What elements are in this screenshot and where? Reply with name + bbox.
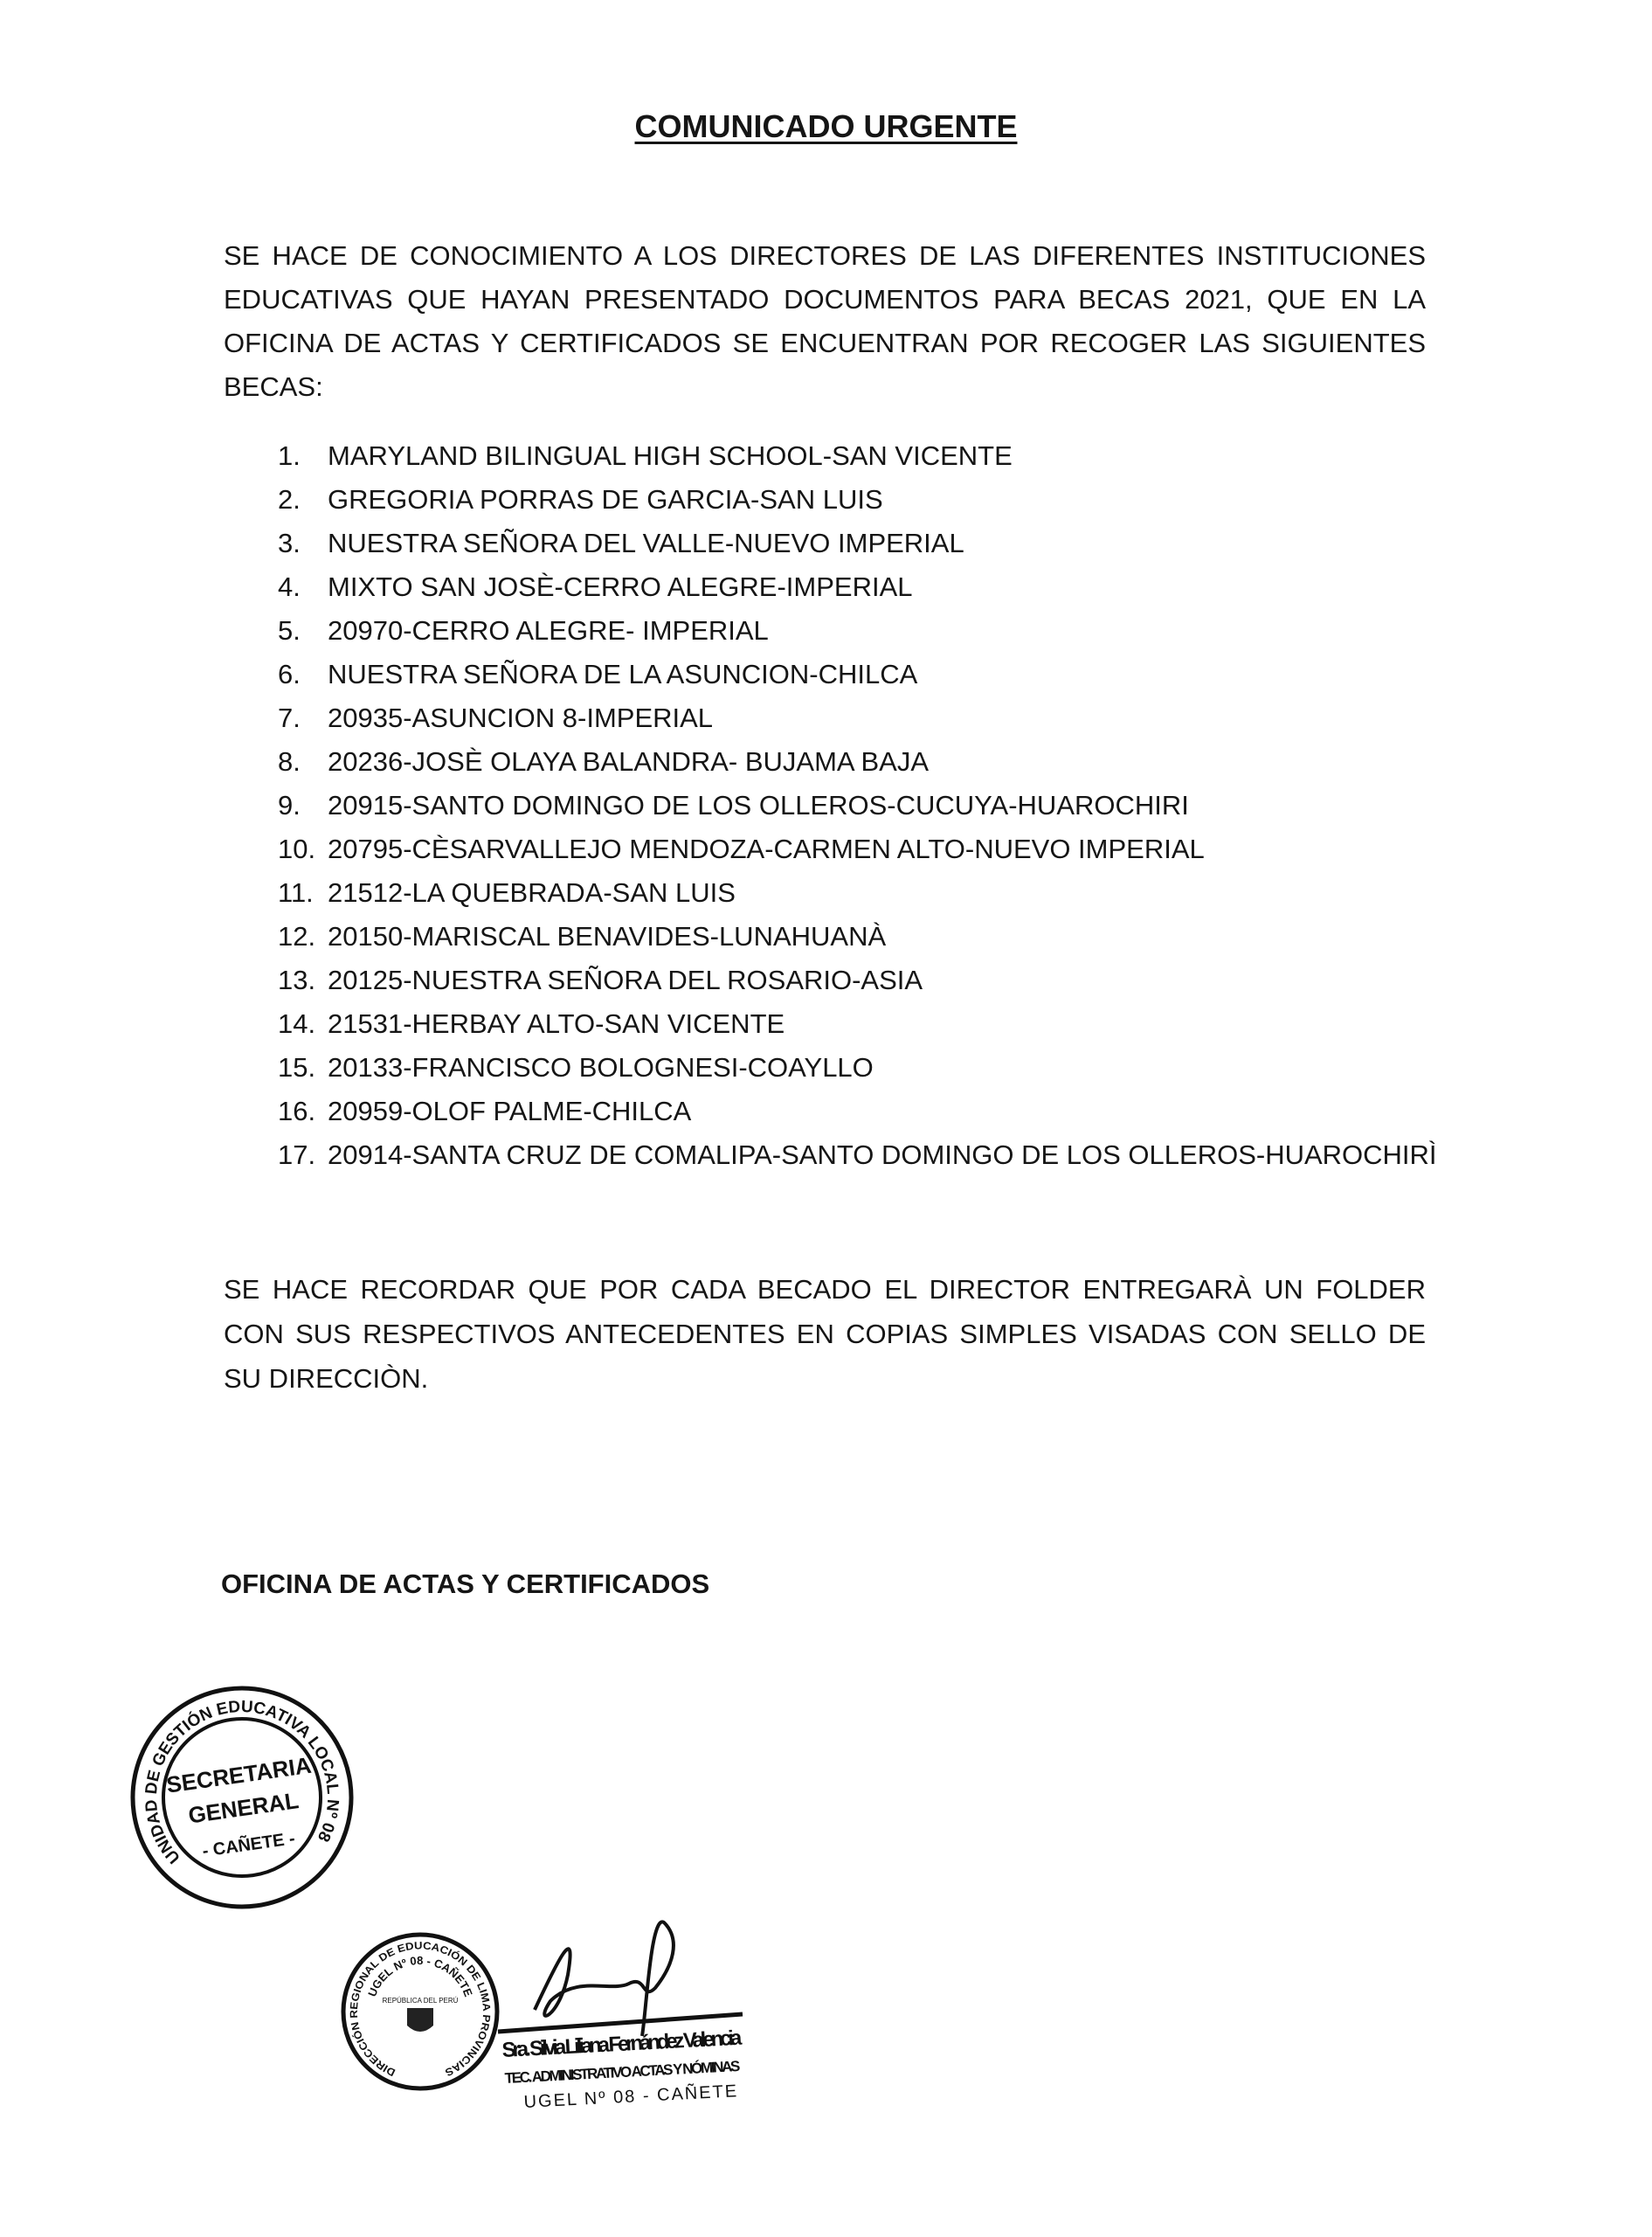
document-title: COMUNICADO URGENTE [634,108,1018,144]
svg-text:SECRETARIA: SECRETARIA [164,1751,314,1798]
secretaria-general-stamp [119,1674,365,1921]
item-number: 12. [278,921,316,952]
svg-text:UNIDAD DE GESTIÓN EDUCATIVA LO: UNIDAD DE GESTIÓN EDUCATIVA LOCAL Nº 08 [142,1697,342,1867]
item-number: 2. [278,484,301,515]
svg-text:DIRECCIÓN REGIONAL DE EDUCACIÓ: DIRECCIÓN REGIONAL DE EDUCACIÓN DE LIMA PROVINCIAS [347,1939,494,2079]
svg-text:REPÚBLICA DEL PERÚ: REPÚBLICA DEL PERÚ [382,1997,459,2005]
item-number: 10. [278,834,316,864]
item-text: MARYLAND BILINGUAL HIGH SCHOOL-SAN VICENTE [328,440,1013,471]
item-text: 21531-HERBAY ALTO-SAN VICENTE [328,1008,785,1039]
item-number: 4. [278,571,301,602]
item-number: 8. [278,746,301,777]
item-number: 5. [278,615,301,646]
item-text: 20935-ASUNCION 8-IMPERIAL [328,703,714,733]
ugel-seal-stamp [343,1935,497,2088]
svg-text:GENERAL: GENERAL [186,1787,301,1829]
item-text: 20970-CERRO ALEGRE- IMPERIAL [328,615,769,646]
signature-block [498,1922,743,2112]
item-number: 11. [278,877,314,908]
item-text: 20914-SANTA CRUZ DE COMALIPA-SANTO DOMINGO DE LOS OLLEROS-HUAROCHIRÌ [328,1139,1437,1170]
coat-of-arms-icon [407,2008,433,2032]
item-number: 7. [278,703,301,733]
svg-text:Sra. Silvia Liliana Fernández: Sra. Silvia Liliana Fernández Valencia [501,2026,743,2062]
item-text: NUESTRA SEÑORA DE LA ASUNCION-CHILCA [328,659,918,689]
item-number: 16. [278,1096,316,1126]
item-text: 20795-CÈSARVALLEJO MENDOZA-CARMEN ALTO-NUEVO IMPERIAL [328,834,1205,864]
item-number: 6. [278,659,301,689]
item-number: 9. [278,790,301,821]
reminder-paragraph: SE HACE RECORDAR QUE POR CADA BECADO EL DIRECTOR ENTREGARÀ UN FOLDER CON SUS RESPECTIVOS ANTECEDENTES EN COPIAS SIMPLES VISADAS CON SELLO DE SU DIRECCIÒN. [224,1274,1426,1394]
item-number: 15. [278,1052,316,1083]
office-name: OFICINA DE ACTAS Y CERTIFICADOS [221,1569,710,1599]
item-text: 20150-MARISCAL BENAVIDES-LUNAHUANÀ [328,921,887,952]
item-text: GREGORIA PORRAS DE GARCIA-SAN LUIS [328,484,883,515]
svg-text:TEC. ADMINISTRATIVO ACTAS Y NÓ: TEC. ADMINISTRATIVO ACTAS Y NÓMINAS [504,2057,741,2087]
intro-paragraph: SE HACE DE CONOCIMIENTO A LOS DIRECTORES DE LAS DIFERENTES INSTITUCIONES EDUCATIVAS QUE HAYAN PRESENTADO DOCUMENTOS PARA BECAS 2021, QUE EN LA OFICINA DE ACTAS Y CERTIFICADOS SE ENCUENTRAN POR RECOGER LAS SIGUIENTES BECAS: [224,240,1426,402]
item-text: NUESTRA SEÑORA DEL VALLE-NUEVO IMPERIAL [328,528,964,558]
item-number: 1. [278,440,301,471]
svg-text:UGEL Nº 08 - CAÑETE: UGEL Nº 08 - CAÑETE [365,1953,475,1999]
svg-text:UGEL Nº 08 - CAÑETE: UGEL Nº 08 - CAÑETE [523,2081,739,2112]
item-text: MIXTO SAN JOSÈ-CERRO ALEGRE-IMPERIAL [328,571,913,602]
item-number: 3. [278,528,301,558]
item-text: 20236-JOSÈ OLAYA BALANDRA- BUJAMA BAJA [328,746,930,777]
item-text: 20959-OLOF PALME-CHILCA [328,1096,692,1126]
item-text: 20125-NUESTRA SEÑORA DEL ROSARIO-ASIA [328,965,923,995]
item-text: 20915-SANTO DOMINGO DE LOS OLLEROS-CUCUYA-HUAROCHIRI [328,790,1189,821]
item-number: 13. [278,965,316,995]
item-number: 17. [278,1139,316,1170]
svg-text:- CAÑETE -: - CAÑETE - [201,1829,297,1861]
item-number: 14. [278,1008,316,1039]
item-text: 21512-LA QUEBRADA-SAN LUIS [328,877,736,908]
item-text: 20133-FRANCISCO BOLOGNESI-COAYLLO [328,1052,874,1083]
